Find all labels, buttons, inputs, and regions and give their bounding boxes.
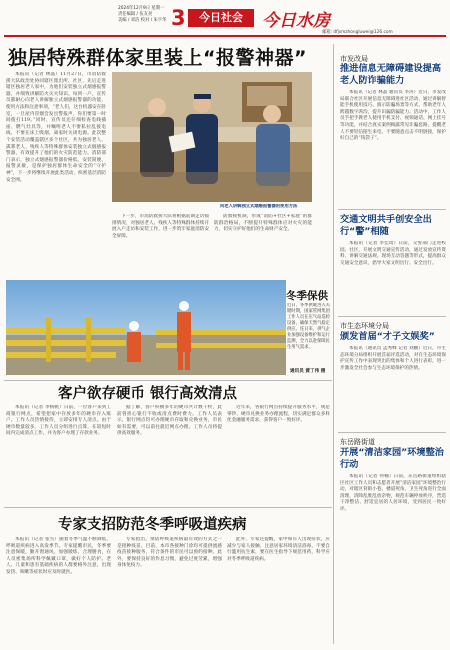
lead-column-1: 本报讯（记者 林晶）11月27日，市消防救援大队政治处协同辖区派出所、社区，先后走进辖区独居老人家中，为他们安装独立式烟感报警器，并细致讲解防火灭火知识。每到一户，宣传员都耐心向老人讲解独立式烟感报警器的功能、使用方法和注意事项，“老人们，这台机器安在卧室，一旦屋内冒烟会发出警报声，你们要第一时间拨打119。”同时，宣传员还仔细检查电线插座、燃气灶具等，并嘱咐老人不要私拉乱接电线、不要在床上吸烟、离家时关闭电源。此次整个安装活动覆盖辖区多个社区，共为独居老人、孤寡老人、残疾人等特殊群体安装独立式烟感报警器，有效提升了他们的火灾防范能力。消防部门表示，独立式烟感报警器价格低、安装简便、报警灵敏，是保护独居群体生命安全的“守护神”，下一步将继续开展此类活动，织密基层消防安全网。 <box>6 72 106 183</box>
sidebar-title-2: 交通文明共手创安全出行“警”相随 <box>340 214 432 237</box>
sidebar-rule-3 <box>338 432 446 433</box>
sidebar-title-4: 开展“清洁家园”环境整治行动 <box>340 447 444 470</box>
sidebar-body-4: 本报讯（记者 何楠）日前，东岳路街道组织辖区社区工作人员和志愿者开展“清洁家园”环境整治行动，对辖区背街小巷、楼道死角、卫生死角进行全面清理，清除乱堆乱放杂物，规范车辆停放秩序，营造干净整洁、舒适宜居的人居环境，受到居民一致好评。 <box>340 474 446 512</box>
banking-headline: 客户欲存硬币 银行高效清点 <box>58 386 238 402</box>
lead-photo-caption: 向老人讲解独立式烟感报警器的使用方法 <box>220 204 298 209</box>
lead-column-2: 下一步，市消防救援大队将根据前期走访摸排情况，对独居老人、残疾人等特殊群体持续开展入户走访和安装工作，进一步筑牢家庭消防安全屏障。 <box>112 214 209 239</box>
winter-supply-photo <box>6 280 286 375</box>
banking-column-3: 近年来，各银行网点持续提升服务水平，规范零钞、硬币兑换业务办理流程，切实满足群众多样化金融服务需求，获得客户一致好评。 <box>227 405 330 424</box>
sidebar-divider <box>333 44 334 644</box>
banking-column-2: 据了解，客户积攒多年的硬币共计数千枚，此前曾担心银行不收或清点费时费力。工作人员表示，银行网点均可办理硬币存取和兑换业务，市民如有需要，可以前往就近网点办理，工作人员将提供高效服务。 <box>117 405 222 437</box>
sidebar-rule-2 <box>338 316 446 317</box>
sidebar-kicker-3: 市生态环境分局 <box>340 322 389 330</box>
sidebar-body-3: 本报讯（通讯员 孟秀峰 记者 刘鹏）近日，市生态环境分局组织开展首届评选活动，对在生态环境保护宣传工作中表现突出的集体和个人进行表彰，进一步激发全社会参与生态环境保护的热情。 <box>340 346 446 371</box>
lead-headline: 独居特殊群体家里装上“报警神器” <box>8 47 307 69</box>
section-title: 今日社会 <box>188 9 254 27</box>
proof-credit: 校对 / 朱宇华 <box>140 18 167 23</box>
winter-supply-title: 冬季保供 <box>286 290 328 302</box>
header-rule <box>4 35 446 37</box>
sidebar-rule-1 <box>338 209 446 210</box>
sidebar-title-3: 颁发首届“才子文娱奖” <box>340 331 435 342</box>
sidebar-body-1: 本报讯（记者 林晶 通讯员 李涛）近日，市发改局联合社区开展信息无障碍进社区活动，通过讲解智能手机使用技巧、演示防骗场景等方式，帮助老年人跨越数字鸿沟，提升识骗防骗能力。活动中，工作人员手把手教老人使用手机支付、视频通话、网上挂号等功能，并结合真实案例揭露常见诈骗套路，提醒老人不要轻信陌生来电，不要随意点击不明链接，保护好自己的“钱袋子”。 <box>340 90 446 142</box>
experts-headline: 专家支招防范冬季呼吸道疾病 <box>58 517 247 533</box>
lead-column-3: 防救援机制，形成“消防+社区+家庭”的群防群治格局，不断提升特殊群体应对火灾的能力，切实守护好他们的生命财产安全。 <box>214 214 312 233</box>
experts-column-1: 本报讯（记者 张雪）随着冬季气温不断降低，呼吸道疾病进入高发季节。专家提醒市民，冬季要注意保暖，勤开窗通风，加强锻炼，合理膳食，在人员密集场所科学佩戴口罩，做好个人防护。老人、儿童和患有基础疾病的人群要格外注意，出现发热、咳嗽等症状时应及时就医。 <box>6 537 111 575</box>
page-number: 3 <box>171 6 186 30</box>
experts-column-3: 此外，专家还提醒，家中如有人出现症状，应减少与家人接触，注意居家环境清洁消毒，不要自行滥用抗生素，要在医生指导下规范用药，科学应对冬季呼吸道疾病。 <box>227 537 330 562</box>
section-rule-2 <box>4 507 332 508</box>
section-rule-1 <box>4 380 332 381</box>
newspaper-logo: 今日水房 <box>262 11 330 31</box>
lead-photo <box>112 72 312 202</box>
banking-column-1: 本报讯（记者 李杨帆）日前，一位客户来到工商银行网点，希望把家中存放多年的硬币存入账户。工作人员热情接待，立即安排专人清点。由于硬币数量较多，工作人员分组进行点算，在较短时间内完成清点工作，并为客户办理了存款业务。 <box>6 405 111 437</box>
winter-supply-caption: 近日，冬季供暖进入关键时期，国家管网集团工作人员在压气站巡检设备，确保天然气稳定供应。连日来，供气企业加强设备维护和运行监测，全力以赴保障民生用气需求。 <box>287 303 330 350</box>
issue-date: 2024年12月9日 星期一 <box>118 6 165 11</box>
masthead-info <box>118 6 173 24</box>
masthead <box>0 0 450 36</box>
contact-email: 邮箱: dfjsmzhongluwei@126.com <box>322 30 393 35</box>
sidebar-kicker-4: 东岳路街道 <box>340 438 375 446</box>
editor-credit: 责任编辑 / 伍友亮 <box>118 12 153 17</box>
sidebar-title-1: 推进信息无障碍建设提高老人防诈骗能力 <box>340 63 442 86</box>
sidebar-kicker-1: 市发改局 <box>340 55 368 63</box>
experts-column-2: 专家指出，预防呼吸道疾病最有效的方式之一是接种疫苗。目前，本市各接种门诊均可提供流感疫苗接种服务，符合条件的市民可以预约接种。此外，要保持良好的作息习惯，避免过度劳累，增强身体免疫力。 <box>117 537 222 569</box>
design-credit: 美编 / 邓洁 <box>118 18 140 23</box>
winter-photo-credit: 通讯员 黄丁伟 摄 <box>290 369 326 374</box>
sidebar-body-2: 本报讯（记者 李佳琦）日前，交警部门走进校园、社区，开展文明交通宣传活动，通过发放宣传资料、讲解交通法规、现场互动答题等形式，提高群众交通安全意识，倡导大家文明出行、安全出行。 <box>340 241 446 266</box>
